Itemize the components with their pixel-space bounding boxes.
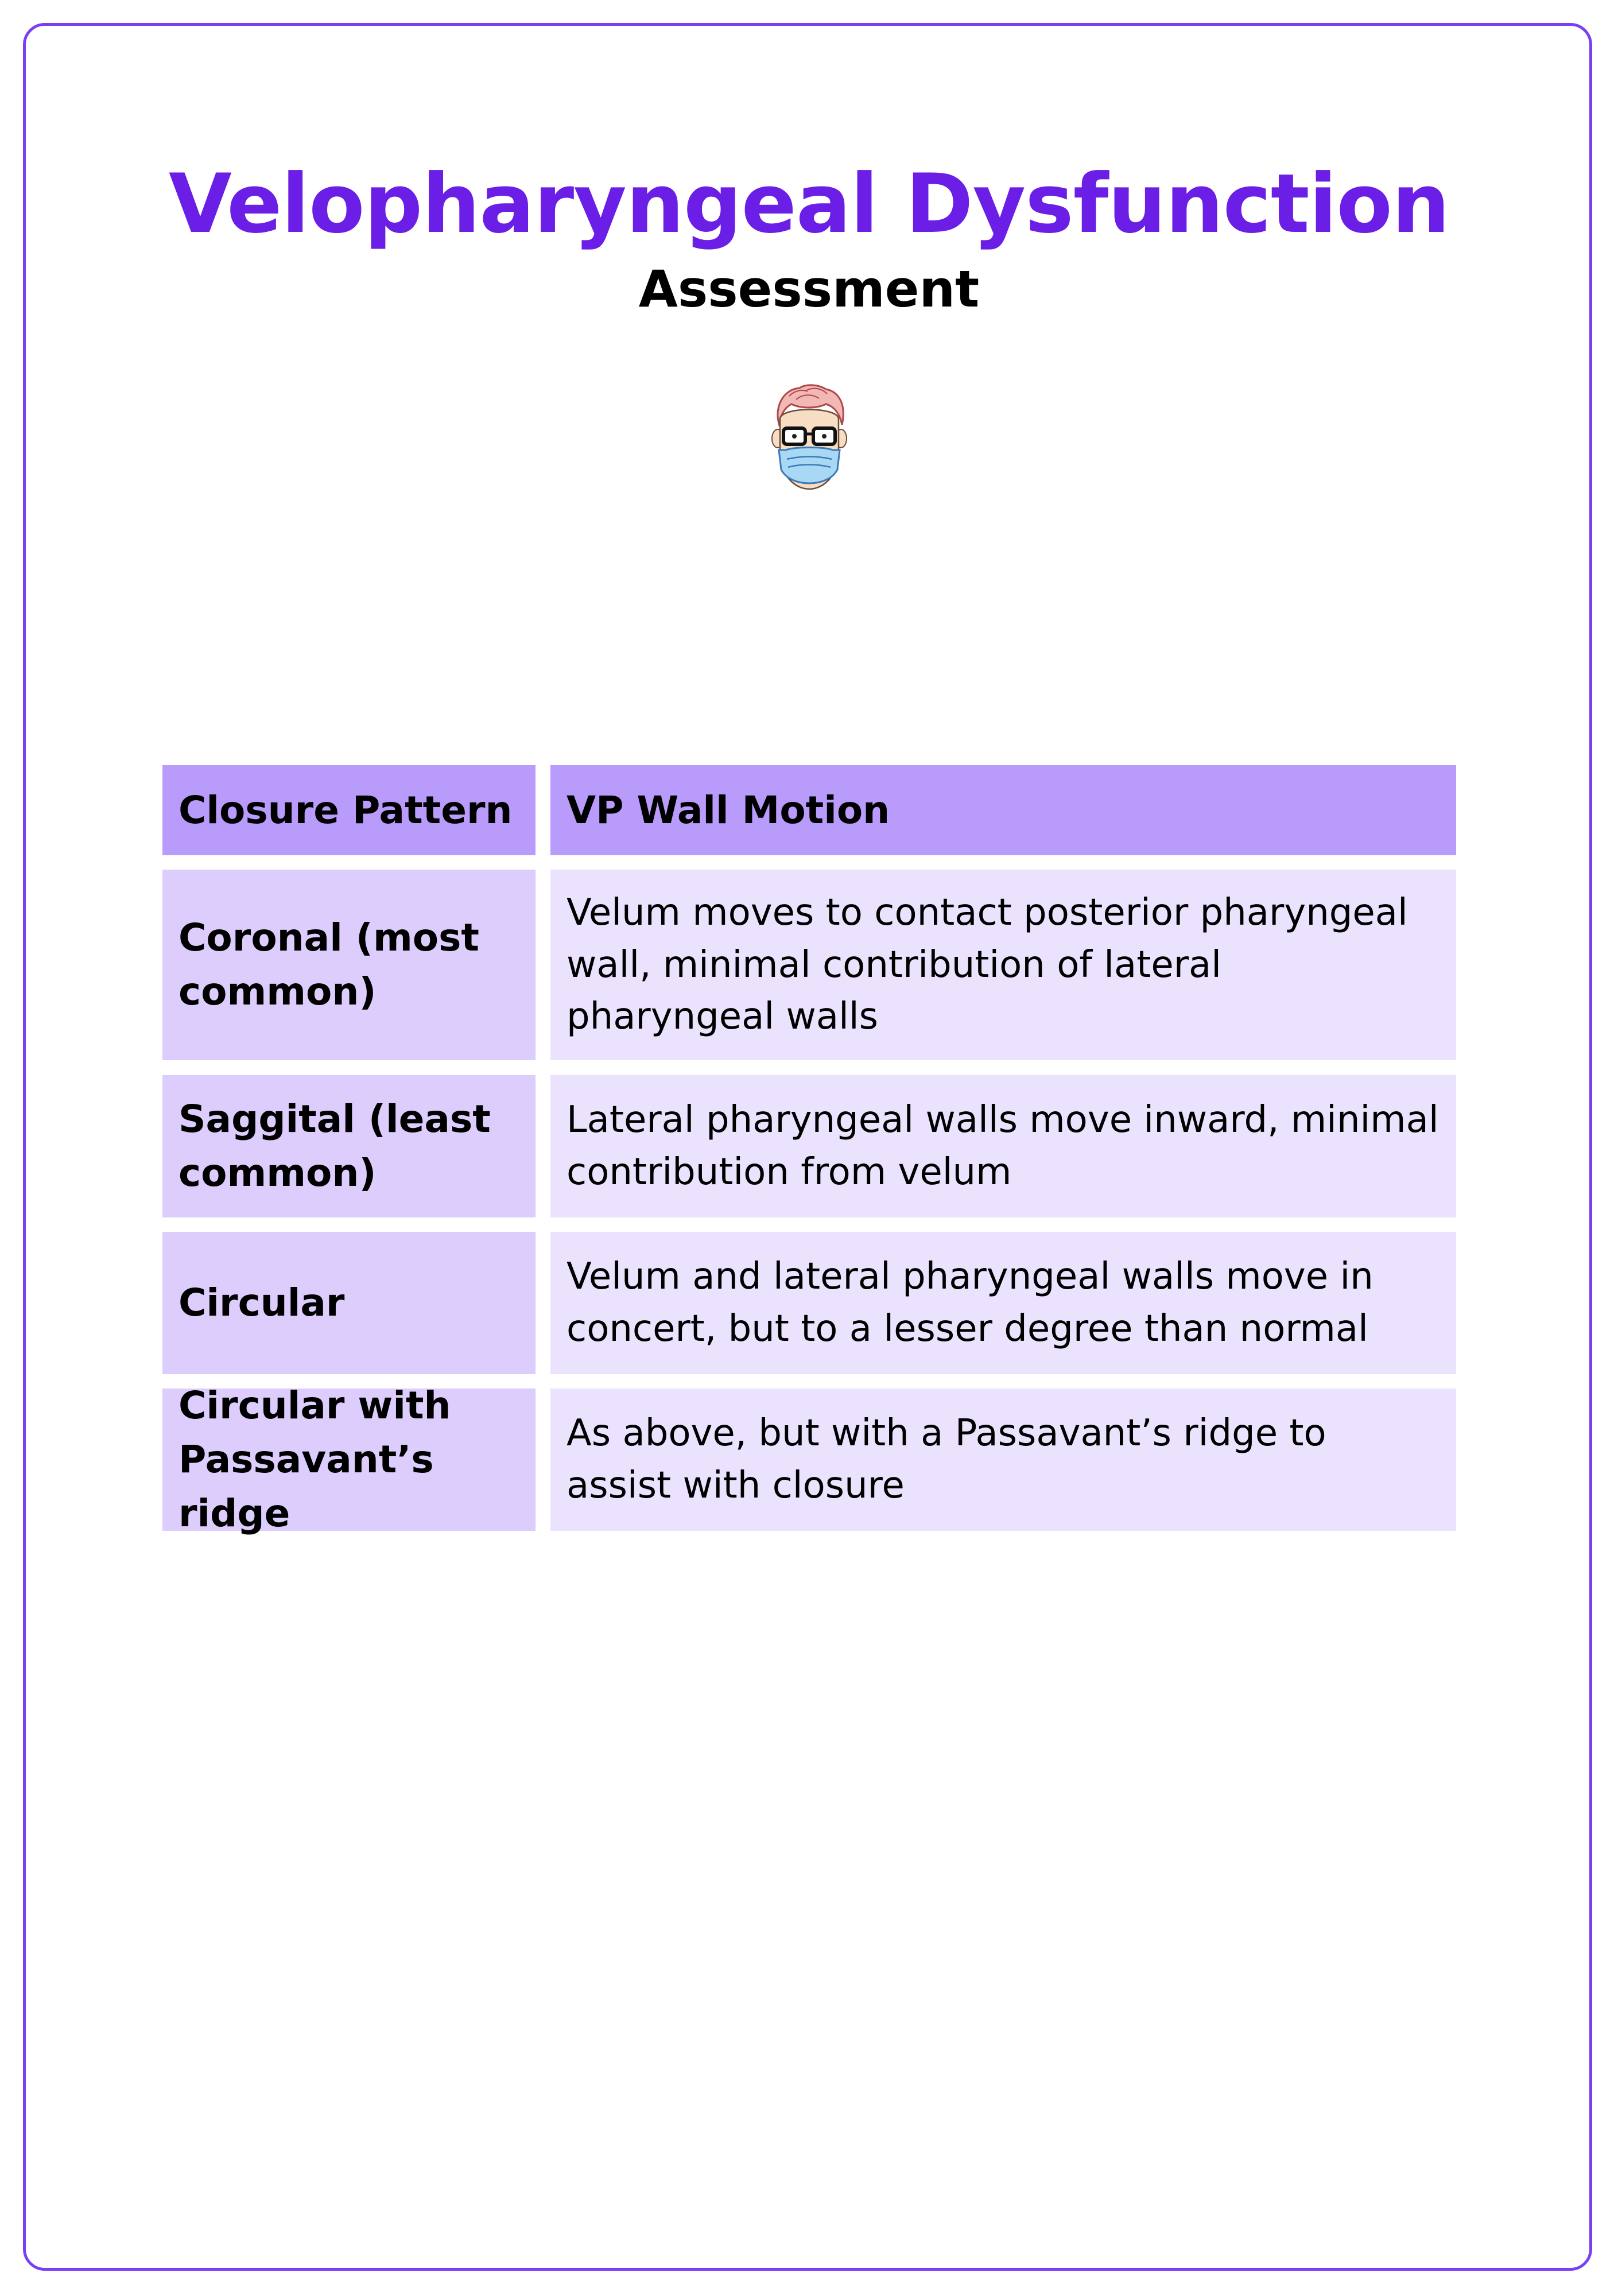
table-header-vp-wall-motion: VP Wall Motion — [550, 765, 1456, 855]
table-header-closure-pattern: Closure Pattern — [162, 765, 536, 855]
table-cell-closure-pattern: Circular with Passavant’s ridge — [162, 1389, 536, 1531]
page-title: Velopharyngeal Dysfunction — [168, 157, 1450, 251]
table-cell-vp-wall-motion: Velum moves to contact posterior pharyngeal wall, minimal contribution of lateral pharyngeal walls — [550, 870, 1456, 1060]
table-cell-closure-pattern: Saggital (least common) — [162, 1075, 536, 1217]
table-cell-vp-wall-motion: As above, but with a Passavant’s ridge to assist with closure — [550, 1389, 1456, 1531]
table-cell-closure-pattern: Coronal (most common) — [162, 870, 536, 1060]
doctor-with-mask-icon — [766, 383, 852, 498]
table-cell-vp-wall-motion: Velum and lateral pharyngeal walls move in concert, but to a lesser degree than normal — [550, 1232, 1456, 1374]
table-cell-closure-pattern: Circular — [162, 1232, 536, 1374]
table-cell-vp-wall-motion: Lateral pharyngeal walls move inward, minimal contribution from velum — [550, 1075, 1456, 1217]
page-subtitle: Assessment — [638, 259, 980, 319]
